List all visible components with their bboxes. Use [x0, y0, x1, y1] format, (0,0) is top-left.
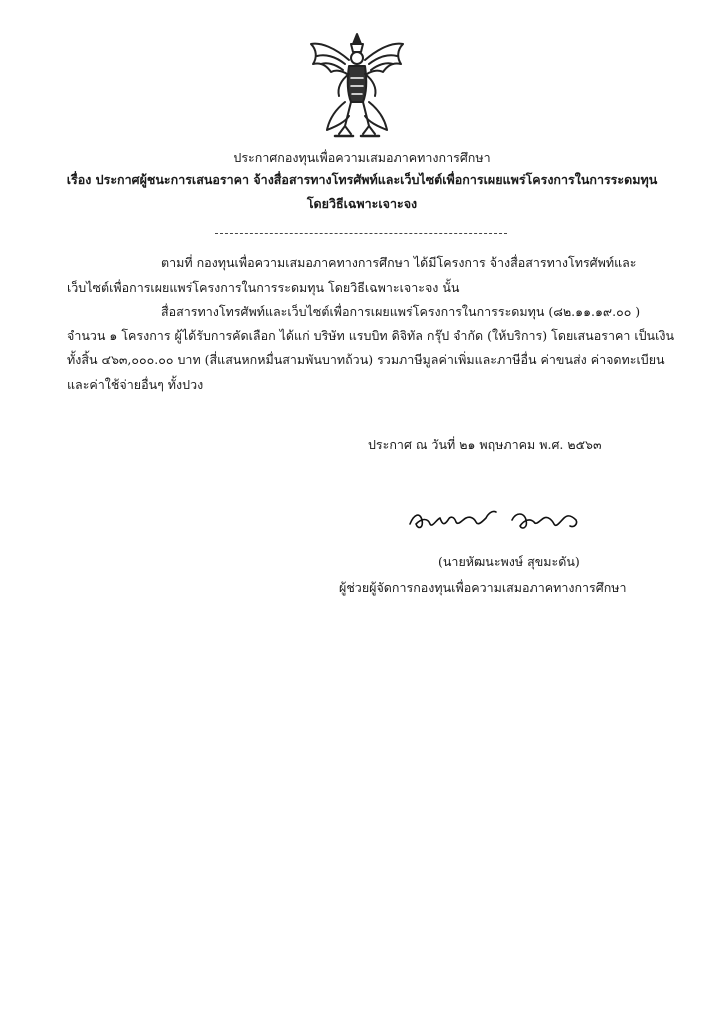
- subject-line-2: โดยวิธีเฉพาะเจาะจง: [306, 196, 418, 211]
- header-divider: [215, 233, 507, 234]
- handwritten-signature: [400, 500, 590, 540]
- garuda-emblem-icon: [305, 30, 409, 142]
- document-title: ประกาศกองทุนเพื่อความเสมอภาคทางการศึกษา: [233, 150, 491, 165]
- paragraph-1-line-2: เว็บไซต์เพื่อการเผยแพร่โครงการในการระดมทุน โดยวิธีเฉพาะเจาะจง นั้น: [67, 280, 460, 295]
- paragraph-2-line-4: และค่าใช้จ่ายอื่นๆ ทั้งปวง: [67, 377, 204, 392]
- paragraph-2-line-1: สื่อสารทางโทรศัพท์และเว็บไซต์เพื่อการเผยแพร่โครงการในการระดมทุน (๘๒.๑๑.๑๙.๐๐ ): [161, 304, 641, 319]
- subject-line-1: เรื่อง ประกาศผู้ชนะการเสนอราคา จ้างสื่อสารทางโทรศัพท์และเว็บไซต์เพื่อการเผยแพร่โครงการในการระดมทุน: [66, 172, 658, 187]
- signatory-name: (นายหัฒนะพงษ์ สุขมะดัน): [438, 554, 580, 569]
- signatory-position: ผู้ช่วยผู้จัดการกองทุนเพื่อความเสมอภาคทางการศึกษา: [339, 580, 627, 595]
- paragraph-2-line-2: จำนวน ๑ โครงการ ผู้ได้รับการคัดเลือก ได้แก่ บริษัท แรบบิท ดิจิทัล กรุ๊ป จำกัด (ให้บริการ) โดยเสนอราคา เป็นเงิน: [67, 328, 674, 343]
- paragraph-2-line-3: ทั้งสิ้น ๔๖๓,๐๐๐.๐๐ บาท (สี่แสนหกหมื่นสามพันบาทถ้วน) รวมภาษีมูลค่าเพิ่มและภาษีอื่น ค่าขนส่ง ค่าจดทะเบียน: [67, 352, 665, 367]
- announcement-date: ประกาศ ณ วันที่ ๒๑ พฤษภาคม พ.ศ. ๒๕๖๓: [368, 437, 602, 452]
- paragraph-1-line-1: ตามที่ กองทุนเพื่อความเสมอภาคทางการศึกษา ได้มีโครงการ จ้างสื่อสารทางโทรศัพท์และ: [161, 255, 637, 270]
